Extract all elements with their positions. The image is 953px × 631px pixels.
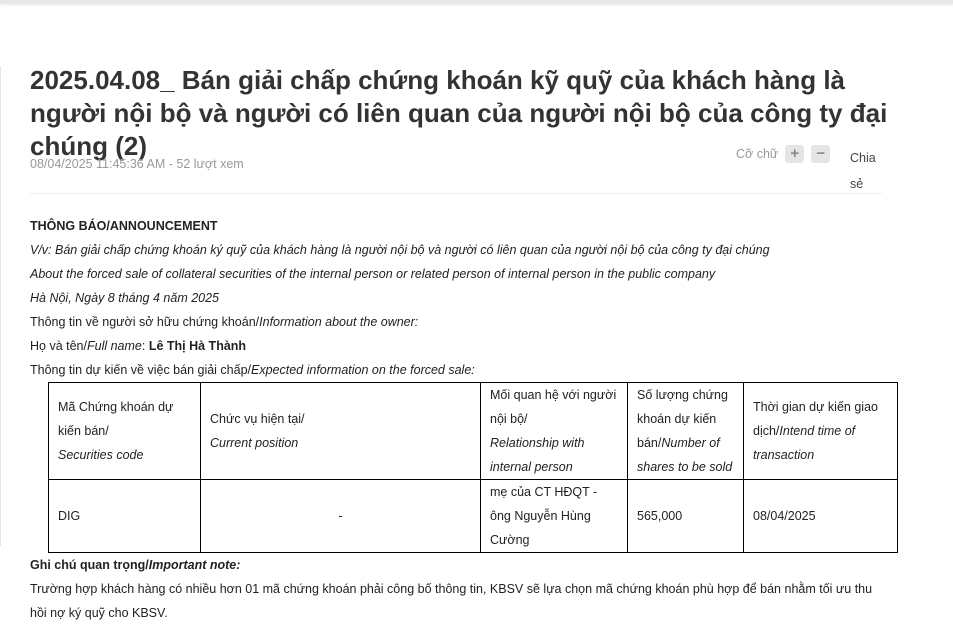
note-label-vi: Ghi chú quan trọng/ bbox=[30, 558, 149, 572]
header-vi: Chức vụ hiện tại/ bbox=[210, 412, 305, 426]
divider bbox=[30, 193, 882, 194]
font-decrease-button[interactable]: − bbox=[811, 145, 830, 163]
announcement-heading: THÔNG BÁO/ANNOUNCEMENT bbox=[30, 219, 218, 233]
important-note-text: Trường hợp khách hàng có nhiều hơn 01 mã chứng khoán phải công bố thông tin, KBSV sẽ lựa chọn mã chứng khoán phù hợp để bán nhằm tối ưu thu hồi nợ ký quỹ cho KBSV. bbox=[30, 582, 873, 620]
cell-relationship: mẹ của CT HĐQT - ông Nguyễn Hùng Cường bbox=[481, 480, 628, 553]
subject-en-text: About the forced sale of collateral securities of the internal person or related person of internal person in the public company bbox=[30, 267, 716, 281]
expected-info-en: Expected information on the forced sale: bbox=[251, 363, 475, 377]
date-line bbox=[30, 286, 910, 310]
header-vi: Mối quan hệ với người nội bộ/ bbox=[490, 388, 617, 426]
font-size-label: Cỡ chữ bbox=[736, 147, 779, 161]
header-en: Securities code bbox=[58, 448, 144, 462]
share-button[interactable]: Chia sẻ bbox=[850, 151, 876, 191]
table-header-row bbox=[49, 383, 898, 480]
cell-securities-code: DIG bbox=[49, 480, 201, 553]
date-line-text: Hà Nội, Ngày 8 tháng 4 năm 2025 bbox=[30, 291, 220, 305]
owner-info-vi: Thông tin về người sở hữu chứng khoán/ bbox=[30, 315, 260, 329]
font-size-control bbox=[736, 145, 830, 163]
important-note-label bbox=[30, 553, 910, 577]
full-name: Lê Thị Hà Thành bbox=[148, 339, 247, 353]
note-label-en: Important note: bbox=[148, 558, 241, 572]
header-en: Intend time of transaction bbox=[753, 424, 856, 462]
left-border bbox=[0, 66, 1, 546]
header-current-position bbox=[201, 383, 481, 480]
top-bar bbox=[0, 0, 953, 4]
header-number-of-shares bbox=[628, 383, 744, 480]
header-securities-code bbox=[49, 383, 201, 480]
header-en: Number of shares to be sold bbox=[637, 436, 733, 474]
full-name-label-en: Full name bbox=[86, 339, 142, 353]
subject-en bbox=[30, 262, 910, 286]
header-transaction-time bbox=[744, 383, 898, 480]
header-vi: Thời gian dự kiến giao dịch/ bbox=[753, 400, 878, 438]
header-en: Relationship with internal person bbox=[490, 436, 585, 474]
expected-info bbox=[30, 358, 910, 382]
full-name-label-vi: Họ và tên/ bbox=[30, 339, 87, 353]
owner-info-en: Information about the owner: bbox=[259, 315, 419, 329]
header-relationship bbox=[481, 383, 628, 480]
article-body bbox=[30, 214, 910, 625]
cell-current-position: - bbox=[201, 480, 481, 553]
article-meta: 08/04/2025 11:45:36 AM - 52 lượt xem bbox=[30, 157, 244, 171]
full-name-line: Họ và tên/Full name: Lê Thị Hà Thành bbox=[30, 339, 247, 353]
forced-sale-table bbox=[48, 382, 898, 553]
subject-vi bbox=[30, 238, 910, 262]
expected-info-vi: Thông tin dự kiến về việc bán giải chấp/ bbox=[30, 363, 252, 377]
header-vi: Mã Chứng khoán dự kiến bán/ bbox=[58, 400, 174, 438]
cell-number-of-shares: 565,000 bbox=[628, 480, 744, 553]
cell-transaction-time: 08/04/2025 bbox=[744, 480, 898, 553]
article-title: 2025.04.08_ Bán giải chấp chứng khoán kỹ quỹ của khách hàng là người nội bộ và người có liên quan của người nội bộ của công ty đại chúng (2) bbox=[30, 65, 888, 161]
font-increase-button[interactable]: + bbox=[785, 145, 804, 163]
owner-info bbox=[30, 310, 910, 334]
table-row bbox=[49, 480, 898, 553]
header-vi: Số lượng chứng khoán dự kiến bán/ bbox=[637, 388, 728, 450]
header-en: Current position bbox=[210, 436, 299, 450]
subject-vi-text: V/v: Bán giải chấp chứng khoán ký quỹ của khách hàng là người nội bộ và người có liên quan của người nội bộ của công ty đại chúng bbox=[30, 243, 770, 257]
